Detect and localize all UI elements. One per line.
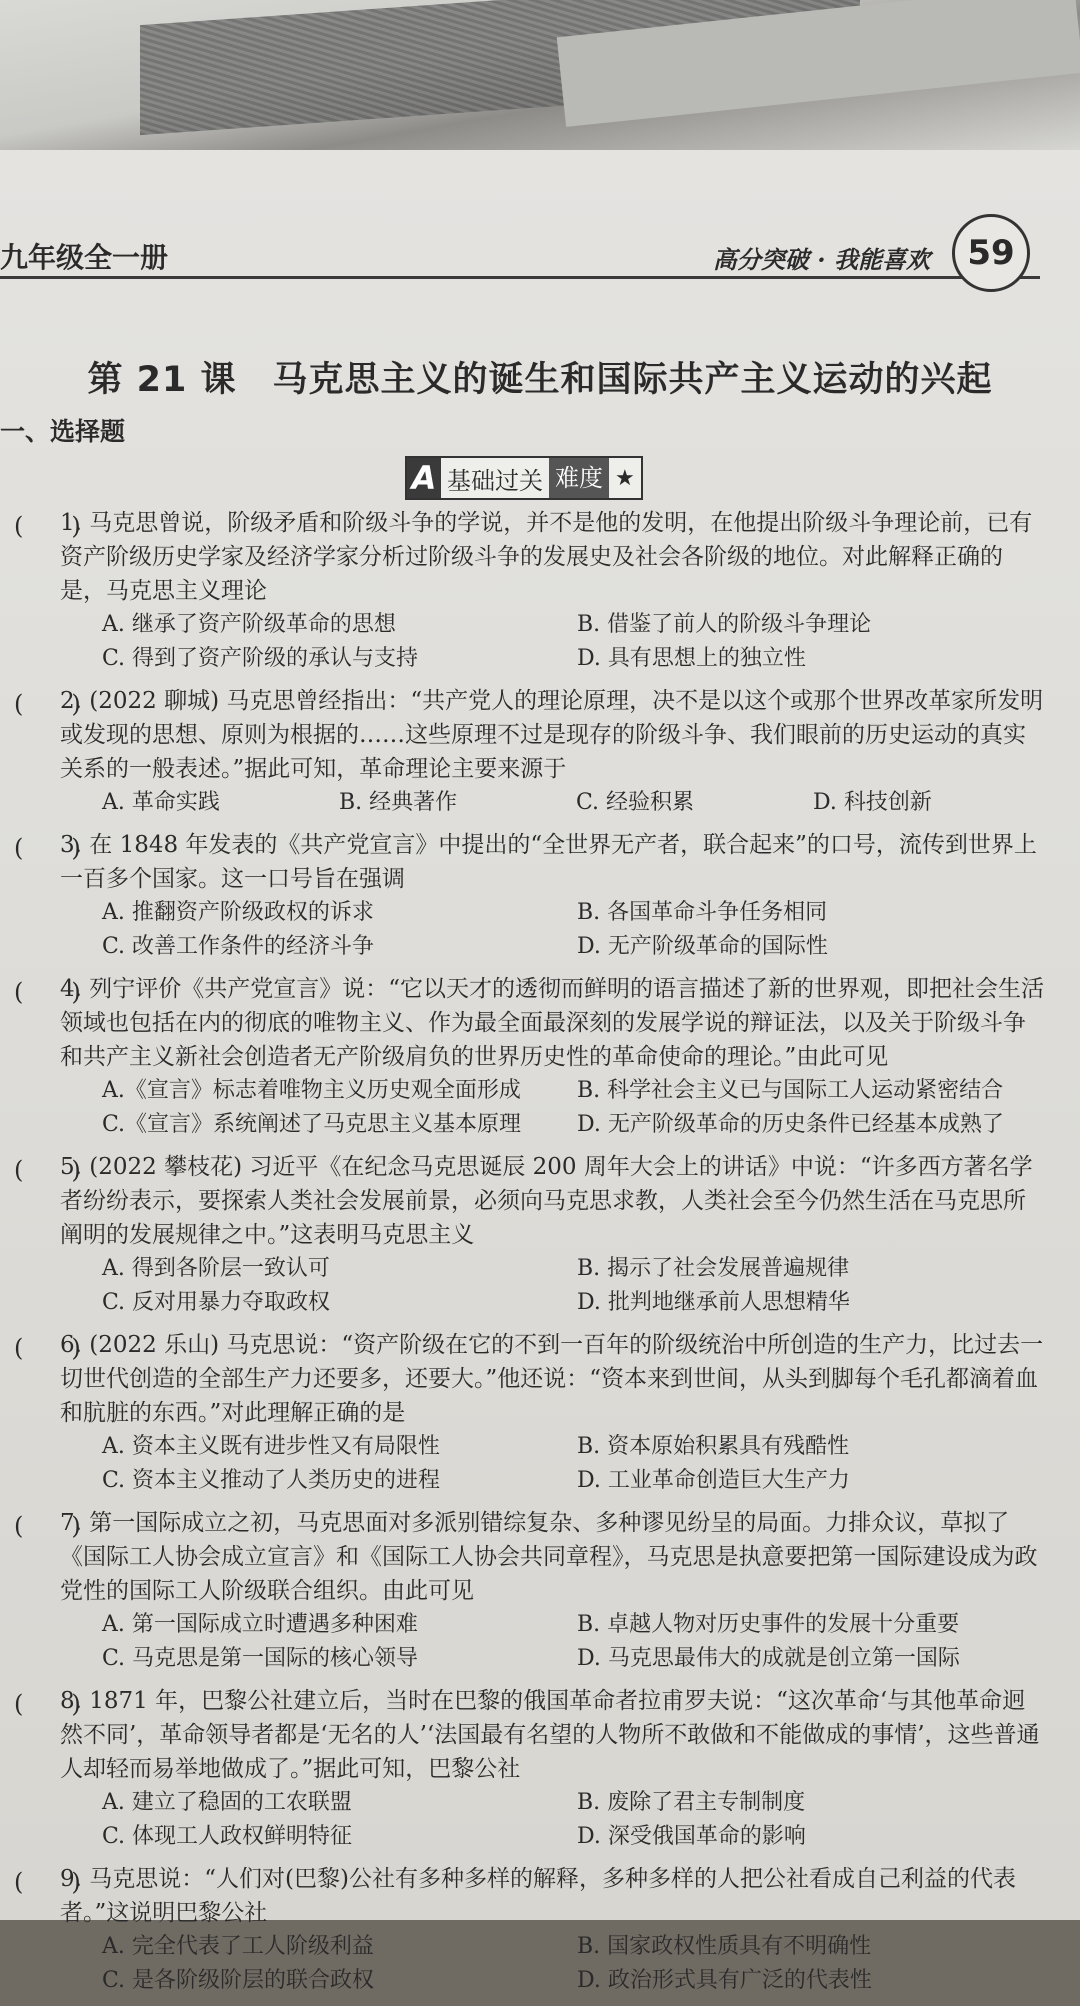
option-c: C. 是各阶级阶层的联合政权 xyxy=(102,1968,375,1993)
option-b: B. 借鉴了前人的阶级斗争理论 xyxy=(577,612,872,637)
badge-difficulty: 难度 xyxy=(549,458,609,498)
answer-blank[interactable]: ( ) xyxy=(14,1156,81,1184)
question-4 xyxy=(0,972,1060,1142)
worksheet-page xyxy=(0,150,1080,1993)
option-c: C. 经验积累 xyxy=(576,790,695,815)
lesson-title: 第 21 课 马克思主义的诞生和国际共产主义运动的兴起 xyxy=(87,360,993,400)
option-c: C. 改善工作条件的经济斗争 xyxy=(102,934,375,959)
option-b: B. 废除了君主专制制度 xyxy=(577,1790,806,1815)
option-b: B. 卓越人物对历史事件的发展十分重要 xyxy=(577,1612,960,1637)
option-c: C. 资本主义推动了人类历史的进程 xyxy=(102,1468,441,1493)
option-b: B. 科学社会主义已与国际工人运动紧密结合 xyxy=(577,1078,1004,1103)
option-group xyxy=(102,608,1052,676)
option-d: D. 政治形式具有广泛的代表性 xyxy=(577,1968,872,1993)
option-c: C. 得到了资产阶级的承认与支持 xyxy=(102,646,419,671)
option-a: A. 第一国际成立时遭遇多种困难 xyxy=(102,1612,418,1637)
option-b: B. 资本原始积累具有残酷性 xyxy=(577,1434,850,1459)
question-2 xyxy=(0,684,1060,820)
answer-blank[interactable]: ( ) xyxy=(14,512,81,540)
option-a: A. 继承了资产阶级革命的思想 xyxy=(102,612,396,637)
section-heading: 一、选择题 xyxy=(0,417,126,446)
option-d: D. 科技创新 xyxy=(813,790,932,815)
option-b: B. 国家政权性质具有不明确性 xyxy=(577,1934,872,1959)
answer-blank[interactable]: ( ) xyxy=(14,1868,81,1896)
option-a: A. 资本主义既有进步性又有局限性 xyxy=(102,1434,440,1459)
option-a: A.《宣言》标志着唯物主义历史观全面形成 xyxy=(102,1078,521,1103)
question-1 xyxy=(0,506,1060,676)
question-stem: 8. 1871 年，巴黎公社建立后，当时在巴黎的俄国革命者拉甫罗夫说：“这次革命‘与其他革命迥然不同’，革命领导者都是‘无名的人’‘法国最有名望的人物所不敢做和不能做成的事情’，这些普通人却轻而易举地做成了。”据此可知，巴黎公社 xyxy=(60,1688,1040,1782)
option-d: D. 批判地继承前人思想精华 xyxy=(577,1290,850,1315)
page-number: 59 xyxy=(952,214,1030,292)
question-stem: 5. (2022 攀枝花) 习近平《在纪念马克思诞辰 200 周年大会上的讲话》中说：“许多西方著名学者纷纷表示，要探索人类社会发展前景，必须向马克思求教，人类社会至今仍然生活在马克思所阐明的发展规律之中。”这表明马克思主义 xyxy=(60,1154,1033,1248)
question-list xyxy=(0,506,1060,2006)
option-c: C.《宣言》系统阐述了马克思主义基本原理 xyxy=(102,1112,522,1137)
option-d: D. 无产阶级革命的国际性 xyxy=(577,934,828,959)
question-9 xyxy=(0,1862,1060,1998)
question-stem: 1. 马克思曾说，阶级矛盾和阶级斗争的学说，并不是他的发明，在他提出阶级斗争理论前，已有资产阶级历史学家及经济学家分析过阶级斗争的发展史及社会各阶级的地位。对此解释正确的是，马克思主义理论 xyxy=(60,510,1033,604)
option-group xyxy=(102,786,1052,820)
option-c: C. 反对用暴力夺取政权 xyxy=(102,1290,331,1315)
option-group xyxy=(102,1930,1052,1998)
answer-blank[interactable]: ( ) xyxy=(14,834,81,862)
level-badge xyxy=(405,456,643,500)
option-d: D. 工业革命创造巨大生产力 xyxy=(577,1468,850,1493)
question-stem: 9. 马克思说：“人们对(巴黎)公社有多种多样的解释，多种多样的人把公社看成自己利益的代表者。”这说明巴黎公社 xyxy=(60,1866,1016,1926)
option-group xyxy=(102,1786,1052,1854)
option-a: A. 得到各阶层一致认可 xyxy=(102,1256,330,1281)
badge-label: 基础过关 xyxy=(447,466,543,495)
option-c: C. 体现工人政权鲜明特征 xyxy=(102,1824,353,1849)
page-header xyxy=(0,226,1040,279)
answer-blank[interactable]: ( ) xyxy=(14,1334,81,1362)
option-b: B. 各国革命斗争任务相同 xyxy=(577,900,828,925)
option-c: C. 马克思是第一国际的核心领导 xyxy=(102,1646,419,1671)
option-group xyxy=(102,1608,1052,1676)
badge-letter-icon: A xyxy=(407,458,441,498)
book-name: 九年级全一册 xyxy=(0,241,169,274)
answer-blank[interactable]: ( ) xyxy=(14,1690,81,1718)
option-group xyxy=(102,896,1052,964)
question-stem: 6. (2022 乐山) 马克思说：“资产阶级在它的不到一百年的阶级统治中所创造的生产力，比过去一切世代创造的全部生产力还要多，还要大。”他还说：“资本来到世间，从头到脚每个毛孔都滴着血和肮脏的东西。”对此理解正确的是 xyxy=(60,1332,1044,1426)
option-d: D. 马克思最伟大的成就是创立第一国际 xyxy=(577,1646,960,1671)
question-stem: 2. (2022 聊城) 马克思曾经指出：“共产党人的理论原理，决不是以这个或那个世界改革家所发明或发现的思想、原则为根据的……这些原理不过是现存的阶级斗争、我们眼前的历史运动的真实关系的一般表述。”据此可知，革命理论主要来源于 xyxy=(60,688,1044,782)
background-papers xyxy=(0,0,1080,150)
answer-blank[interactable]: ( ) xyxy=(14,1512,81,1540)
question-5 xyxy=(0,1150,1060,1320)
answer-blank[interactable]: ( ) xyxy=(14,690,81,718)
option-d: D. 深受俄国革命的影响 xyxy=(577,1824,806,1849)
question-3 xyxy=(0,828,1060,964)
option-a: A. 完全代表了工人阶级利益 xyxy=(102,1934,374,1959)
option-group xyxy=(102,1252,1052,1320)
option-a: A. 革命实践 xyxy=(102,790,220,815)
answer-blank[interactable]: ( ) xyxy=(14,978,81,1006)
option-a: A. 建立了稳固的工农联盟 xyxy=(102,1790,352,1815)
question-6 xyxy=(0,1328,1060,1498)
header-slogan: 高分突破 · 我能喜欢 xyxy=(712,245,930,274)
option-d: D. 具有思想上的独立性 xyxy=(577,646,806,671)
option-b: B. 揭示了社会发展普遍规律 xyxy=(577,1256,850,1281)
option-b: B. 经典著作 xyxy=(339,790,458,815)
question-stem: 4. 列宁评价《共产党宣言》说：“它以天才的透彻而鲜明的语言描述了新的世界观，即把社会生活领域也包括在内的彻底的唯物主义、作为最全面最深刻的发展学说的辩证法，以及关于阶级斗争和共产主义新社会创造者无产阶级肩负的世界历史性的革命使命的理论。”由此可见 xyxy=(60,976,1045,1070)
question-8 xyxy=(0,1684,1060,1854)
question-stem: 3. 在 1848 年发表的《共产党宣言》中提出的“全世界无产者，联合起来”的口号，流传到世界上一百多个国家。这一口号旨在强调 xyxy=(60,832,1037,892)
option-group xyxy=(102,1074,1052,1142)
option-d: D. 无产阶级革命的历史条件已经基本成熟了 xyxy=(577,1112,1004,1137)
option-a: A. 推翻资产阶级政权的诉求 xyxy=(102,900,374,925)
question-7 xyxy=(0,1506,1060,1676)
star-icon: ★ xyxy=(615,465,635,491)
question-stem: 7. 第一国际成立之初，马克思面对多派别错综复杂、多种谬见纷呈的局面。力排众议，草拟了《国际工人协会成立宣言》和《国际工人协会共同章程》，马克思是执意要把第一国际建设成为政党性的国际工人阶级联合组织。由此可见 xyxy=(60,1510,1038,1604)
option-group xyxy=(102,1430,1052,1498)
